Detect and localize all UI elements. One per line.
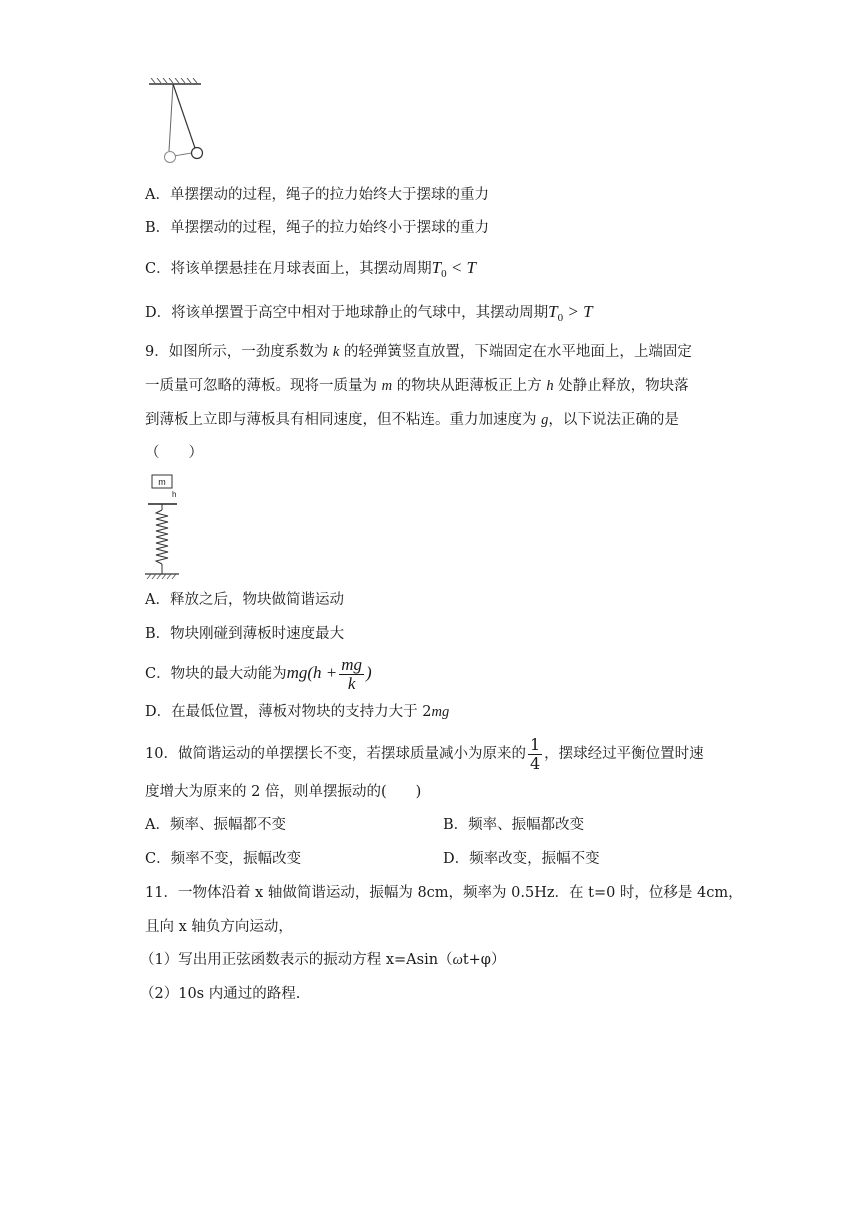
q10-stem-line-2: 度增大为原来的 2 倍，则单摆振动的( ) (145, 784, 422, 800)
spring-figure-h-label: h (172, 490, 177, 499)
q8-option-c-text: C．将该单摆悬挂在月球表面上，其摆动周期 (145, 261, 432, 277)
q8-option-a: A．单摆摆动的过程，绳子的拉力始终大于摆球的重力 (145, 187, 489, 203)
q8-option-b: B．单摆摆动的过程，绳子的拉力始终小于摆球的重力 (145, 220, 490, 236)
q9-stem-line-3: 到薄板上立即与薄板具有相同速度，但不粘连。重力加速度为 g，以下说法正确的是 (145, 412, 679, 428)
q9-option-c-math: mg(h + $\frac{mg}{k}$ ) (286, 654, 372, 693)
q8-option-d-text: D．将该单摆置于高空中相对于地球静止的气球中，其摆动周期 (145, 305, 549, 321)
spring-figure-block-label: m (158, 477, 166, 487)
q9-option-b: B．物块刚碰到薄板时速度最大 (145, 626, 345, 642)
q11-subquestion-2: （2）10s 内通过的路程. (140, 986, 301, 1002)
q10-stem-line-1: 10．做简谐运动的单摆摆长不变，若摆球质量减小为原来的 $\frac{1}{4}$ ，摆球经过平衡位置时速 (145, 734, 704, 773)
q9-option-d: D．在最低位置，薄板对物块的支持力大于 2mg (145, 704, 450, 720)
q11-stem-line-2: 且向 x 轴负方向运动， (145, 919, 293, 935)
q9-stem-line-4: （ ） (145, 445, 203, 461)
q9-option-a: A．释放之后，物块做简谐运动 (145, 592, 344, 608)
q11-subquestion-1: （1）写出用正弦函数表示的振动方程 x=Asin（ωt+φ） (140, 952, 506, 968)
q9-stem-line-2: 一质量可忽略的薄板。现将一质量为 m 的物块从距薄板正上方 h 处静止释放，物块落 (145, 378, 689, 394)
q10-option-b: B．频率、振幅都改变 (443, 817, 585, 833)
q8-option-c-math: $T_0 < T$ (431, 258, 476, 280)
spring-figure (143, 472, 193, 582)
pendulum-figure (145, 78, 215, 168)
q11-stem-line-1: 11．一物体沿着 x 轴做简谐运动，振幅为 8cm，频率为 0.5Hz．在 t=0 时，位移是 4cm， (145, 885, 743, 901)
q8-option-d-math: $T_0 > T$ (548, 302, 593, 324)
q10-option-c: C．频率不变，振幅改变 (145, 851, 302, 867)
q8-option-c (145, 258, 476, 284)
q9-stem-line-1: 9．如图所示，一劲度系数为 k 的轻弹簧竖直放置，下端固定在水平地面上，上端固定 (145, 344, 692, 360)
q10-option-d: D．频率改变，振幅不变 (443, 851, 600, 867)
q10-option-a: A．频率、振幅都不变 (145, 817, 286, 833)
q8-option-d (145, 302, 593, 328)
q9-option-c: C．物块的最大动能为mg(h + $\frac{mg}{k}$ ) (145, 654, 372, 693)
